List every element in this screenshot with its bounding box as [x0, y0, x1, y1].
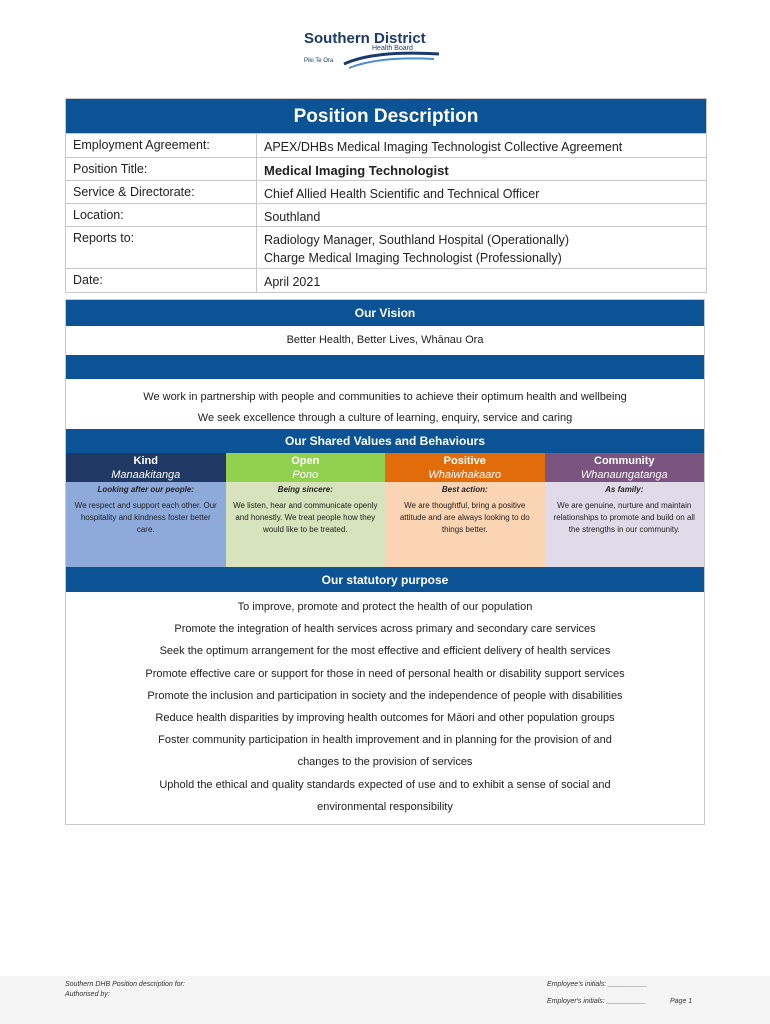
row-label: Date:	[66, 269, 257, 292]
mission-line: We seek excellence through a culture of learning, enquiry, service and caring	[197, 412, 573, 424]
row-value: Southland	[264, 210, 321, 224]
reports-to-operational: Radiology Manager, Southland Hospital (Operationally)	[264, 233, 570, 247]
row-label: Employment Agreement:	[66, 134, 257, 157]
value-card-body	[385, 482, 545, 567]
vision-heading: Our Vision	[66, 300, 704, 326]
row-employment-agreement	[66, 133, 706, 157]
mission-text	[66, 379, 704, 429]
value-card-body	[545, 482, 705, 567]
value-description: We respect and support each other. Our hospitality and kindness foster better care.	[74, 501, 217, 534]
value-card-header	[226, 453, 386, 482]
footer-description-for: Southern DHB Position description for:	[65, 981, 185, 988]
row-label: Reports to:	[66, 227, 257, 268]
value-tagline: As family:	[605, 485, 644, 494]
purpose-line: Foster community participation in health improvement and in planning for the provision of and	[158, 734, 612, 747]
value-maori-name: Whaiwhakaaro	[428, 469, 502, 481]
purpose-line: Promote effective care or support for those in need of personal health or disability support services	[145, 667, 625, 680]
value-name: Community	[594, 455, 655, 467]
reports-to-professional: Charge Medical Imaging Technologist (Professionally)	[264, 251, 562, 265]
row-label: Location:	[66, 204, 257, 226]
value-card-kind	[66, 453, 226, 567]
footer-page-number: Page 1	[670, 998, 693, 1005]
row-value: Chief Allied Health Scientific and Technical Officer	[264, 187, 540, 201]
row-label: Position Title:	[66, 158, 257, 180]
purpose-line: environmental responsibility	[317, 800, 453, 813]
value-card-header	[66, 453, 226, 482]
row-reports-to	[66, 226, 706, 268]
footer-employer-initials: Employer's initials: __________	[547, 998, 646, 1005]
row-position-title	[66, 157, 706, 180]
mission-line: We work in partnership with people and communities to achieve their optimum health and wellbeing	[143, 391, 627, 403]
purpose-line: changes to the provision of services	[297, 756, 473, 769]
value-card-body	[66, 482, 226, 567]
logo-subtitle: Health Board	[372, 45, 413, 52]
value-tagline: Best action:	[441, 485, 488, 494]
value-name: Open	[291, 455, 320, 467]
row-date	[66, 268, 706, 292]
value-maori-name: Pono	[292, 469, 319, 481]
value-card-body	[226, 482, 386, 567]
footer-authorised-by: Authorised by:	[65, 991, 110, 998]
purpose-line: Seek the optimum arrangement for the most effective and efficient delivery of health services	[159, 645, 611, 658]
purpose-line: Promote the inclusion and participation in society and the independence of people with disabilities	[147, 689, 623, 702]
page-footer	[0, 976, 770, 1024]
purpose-heading: Our statutory purpose	[66, 567, 704, 592]
logo-motto: Piki Te Ora	[304, 58, 334, 64]
mission-bar	[66, 355, 704, 379]
value-name: Kind	[133, 455, 158, 467]
row-value: Medical Imaging Technologist	[264, 163, 449, 178]
value-card-open	[226, 453, 386, 567]
logo-title: Southern District	[304, 30, 426, 47]
value-maori-name: Whanaungatanga	[580, 469, 668, 481]
row-service-directorate	[66, 180, 706, 203]
value-card-header	[385, 453, 545, 482]
page-title: Position Description	[66, 99, 706, 133]
position-description-table	[65, 98, 707, 293]
purpose-line: Uphold the ethical and quality standards expected of use and to exhibit a sense of social and	[159, 778, 611, 791]
row-value: April 2021	[264, 275, 321, 289]
vision-text: Better Health, Better Lives, Whānau Ora	[286, 334, 484, 346]
value-tagline: Looking after our people:	[97, 485, 194, 494]
value-card-header	[545, 453, 705, 482]
value-tagline: Being sincere:	[277, 485, 333, 494]
footer-employee-initials: Employee's initials: __________	[547, 981, 648, 988]
value-maori-name: Manaakitanga	[111, 469, 181, 481]
values-heading: Our Shared Values and Behaviours	[66, 429, 704, 453]
purpose-line: To improve, promote and protect the health of our population	[237, 601, 533, 613]
row-location	[66, 203, 706, 226]
value-description: We are thoughtful, bring a positive attitude and are always looking to do things better.	[399, 501, 530, 534]
value-name: Positive	[443, 455, 486, 467]
value-description: We listen, hear and communicate openly and honestly. We treat people how they would like to be treated.	[233, 501, 378, 534]
value-card-community	[545, 453, 705, 567]
purpose-line: Reduce health disparities by improving health outcomes for Māori and other population groups	[155, 712, 615, 725]
value-description: We are genuine, nurture and maintain relationships to promote and build on all the strengths in our community.	[553, 501, 695, 534]
purpose-line: Promote the integration of health services across primary and secondary care services	[174, 623, 596, 636]
value-card-positive	[385, 453, 545, 567]
purpose-list	[66, 592, 704, 824]
row-label: Service & Directorate:	[66, 181, 257, 203]
values-section	[65, 299, 705, 825]
row-value	[257, 227, 706, 268]
row-value: APEX/DHBs Medical Imaging Technologist Collective Agreement	[264, 140, 623, 154]
values-cards	[66, 453, 704, 567]
sdhb-logo	[294, 28, 444, 72]
